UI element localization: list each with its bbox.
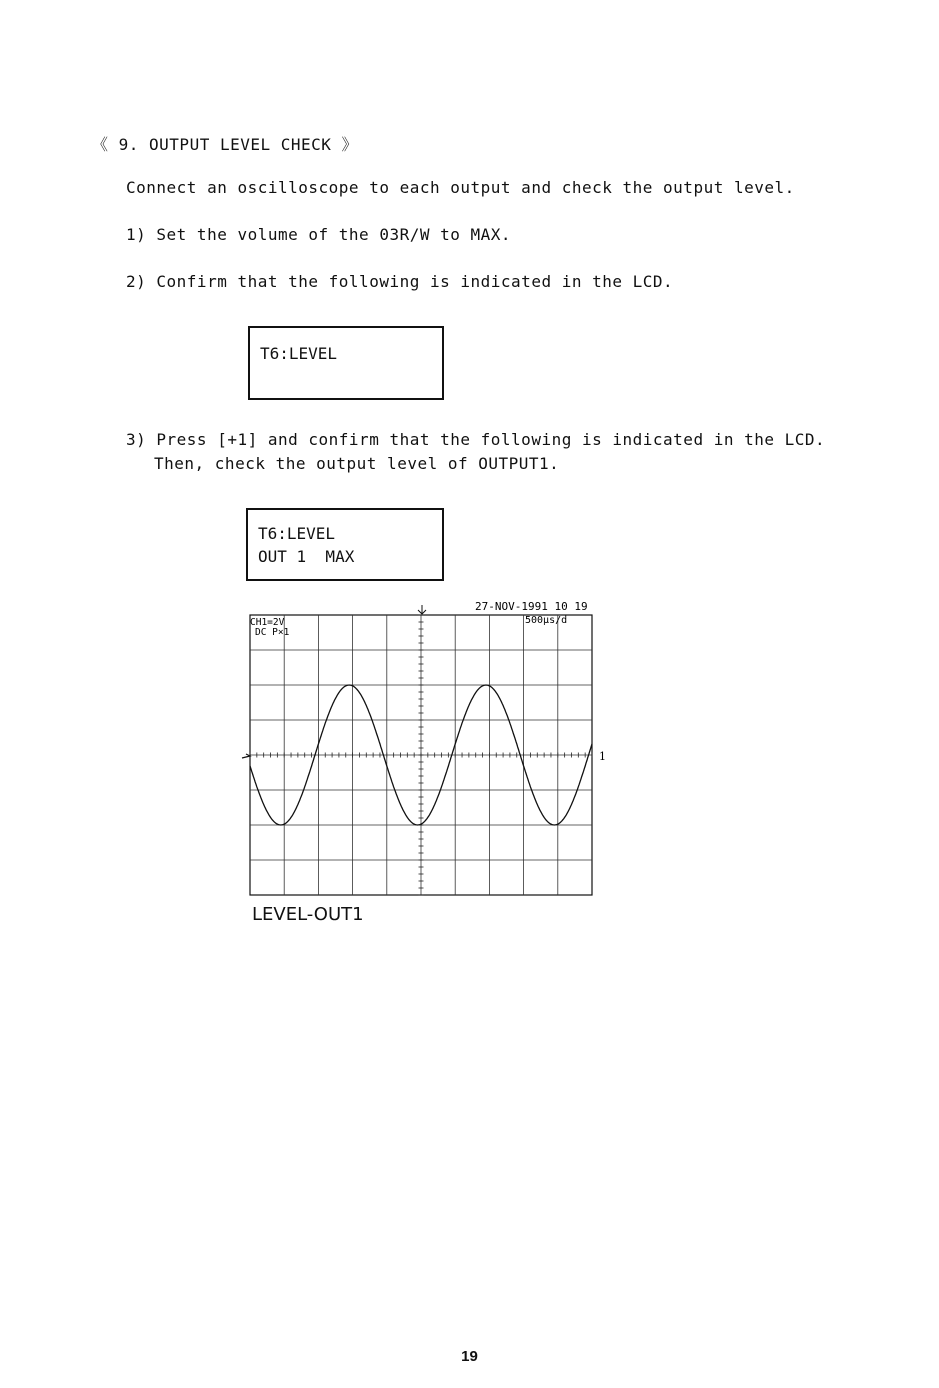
page-number: 19 xyxy=(461,1348,478,1365)
scope-datetime: 27-NOV-1991 10 19 xyxy=(475,600,588,613)
lcd-line-1: T6:LEVEL xyxy=(258,524,336,543)
step-2-text: 2) Confirm that the following is indicated in the LCD. xyxy=(126,272,674,291)
lcd-line-2: OUT 1 MAX xyxy=(258,547,355,566)
section-heading: 《 9. OUTPUT LEVEL CHECK 》 xyxy=(92,135,359,154)
scope-channel-coupling: DC P×1 xyxy=(255,627,290,638)
ground-level-arrow-icon xyxy=(242,754,250,758)
scope-channel-marker: 1 xyxy=(599,750,606,763)
lcd-display-1 xyxy=(248,326,444,400)
step-3-text: 3) Press [+1] and confirm that the following is indicated in the LCD. xyxy=(126,430,826,449)
lcd-display-2 xyxy=(246,508,444,581)
step-1-text: 1) Set the volume of the 03R/W to MAX. xyxy=(126,225,512,244)
oscilloscope-chart xyxy=(238,596,618,901)
lcd-line-1: T6:LEVEL xyxy=(260,344,338,363)
figure-caption: LEVEL-OUT1 xyxy=(252,904,364,925)
scope-channel-scale: CH1=2V xyxy=(250,617,285,628)
trigger-marker-icon xyxy=(418,605,426,614)
scope-timebase: 500μs/d xyxy=(525,615,568,626)
intro-text: Connect an oscilloscope to each output and check the output level. xyxy=(126,178,795,197)
step-3-text-continued: Then, check the output level of OUTPUT1. xyxy=(154,454,560,473)
